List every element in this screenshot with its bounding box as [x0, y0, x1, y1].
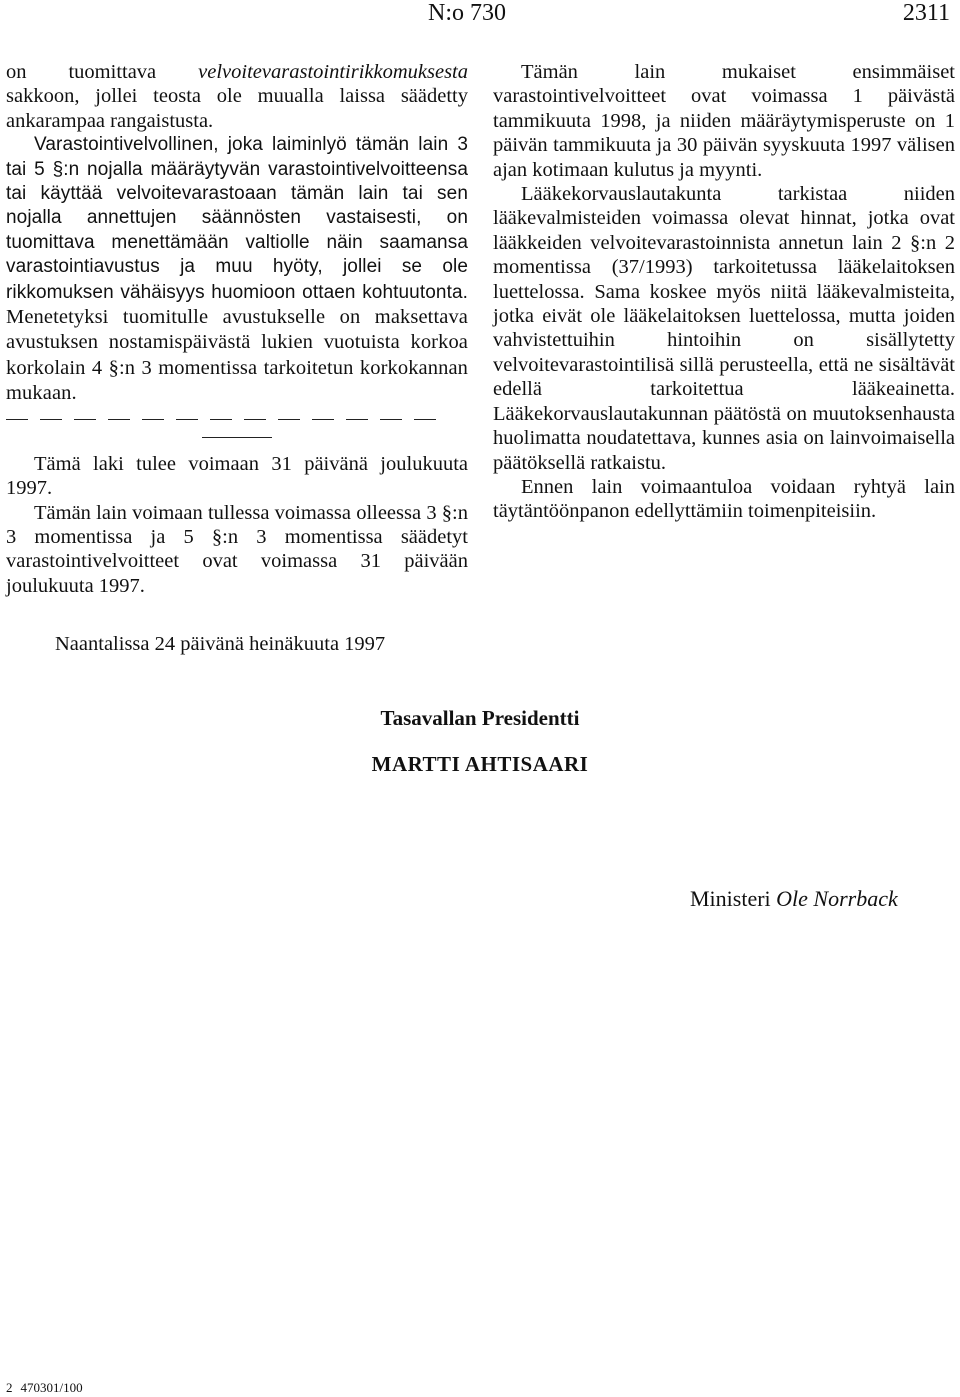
issue-number: N:o 730 — [428, 0, 506, 26]
text-run: sakkoon, jollei teosta ole muualla laissa säädetty ankarampaa rangaistusta. — [6, 85, 468, 132]
separator-rule — [202, 437, 272, 438]
print-footer — [6, 1380, 83, 1396]
paragraph-entry-into-force: Tämä laki tulee voimaan 31 päivänä joulukuuta 1997. — [6, 452, 468, 500]
paragraph-penalty — [6, 60, 468, 133]
paragraph-price-review: Lääkekorvauslautakunta tarkistaa niiden lääkevalmisteiden voimassa olevat hinnat, jotka ovat lääkkeiden velvoitevarastoinnista annetun lain 2 §:n 2 momentissa (37/1993) tarkoitetussa lääkelaitoksen luettelossa. Sama koskee myös niitä lääkevalmisteita, jotka eivät ole lääkelaitoksen luettelossa, mutta joiden vahvistettuihin hintoihin on sisällytetty velvoitevarastointilisä sillä perusteella, että ne sisältävät edellä tarkoitettua lääkeainetta. Lääkekorvauslautakunnan päätöstä on muutoksenhausta huolimatta noudatettava, kunnes asia on lainvoimaisella päätöksellä ratkaistu. — [493, 183, 955, 474]
text-run: Menetetyksi tuomitulle avustukselle on maksettava avustuksen nostamispäivästä lukien vuotuista korkoa korkolain 4 §:n 3 momentissa tarkoitetun korkokannan mukaan. — [6, 306, 468, 405]
paragraph-transition: Tämän lain voimaan tullessa voimassa olleessa 3 §:n 3 momentissa ja 5 §:n 3 momentissa säädetyt varastointivelvoitteet ovat voimassa 31 päivään joulukuuta 1997. — [6, 501, 468, 597]
paragraph-preparation: Ennen lain voimaantuloa voidaan ryhtyä lain täytäntöönpanon edellyttämiin toimenpiteisiin. — [493, 475, 955, 523]
text-run: on tuomittava — [6, 61, 199, 83]
page-number: 2311 — [902, 0, 950, 26]
minister-signature — [690, 886, 898, 912]
minister-label: Ministeri — [690, 886, 777, 911]
left-column — [6, 60, 468, 598]
italic-term: velvoitevarastointirikkomuksesta — [198, 61, 468, 83]
separator-dashes — [6, 413, 468, 425]
signatory-title: Tasavallan Presidentti — [380, 706, 580, 730]
minister-name: Ole Norrback — [776, 886, 898, 911]
footer-page: 2 — [6, 1380, 13, 1395]
date-place-line: Naantalissa 24 päivänä heinäkuuta 1997 — [55, 633, 386, 655]
signatory-name: MARTTI AHTISAARI — [371, 752, 589, 776]
paragraph-first-obligations: Tämän lain mukaiset ensimmäiset varastointivelvoitteet ovat voimassa 1 päivästä tammikuuta 1998, ja niiden määräytymisperuste on 1 päivän tammikuuta ja 30 päivän syyskuuta 1997 välisen ajan kotimaan kulutus ja myynti. — [493, 61, 955, 181]
footer-code: 470301/100 — [20, 1380, 83, 1395]
right-column — [493, 60, 955, 524]
text-run: Varastointivelvollinen, joka laiminlyö tämän lain 3 tai 5 §:n nojalla määräytyvän varastointivelvoitteensa tai käyttää velvoitevarastoaan tämän lain tai sen nojalla annettujen säännösten vastaisesti, on tuomittava menettämään valtiolle näin saamansa varastointiavustus ja muu hyöty, jollei se ole rikkomuksen vähäisyys huomioon ottaen kohtuutonta. — [6, 134, 468, 303]
paragraph-forfeiture — [6, 133, 468, 406]
